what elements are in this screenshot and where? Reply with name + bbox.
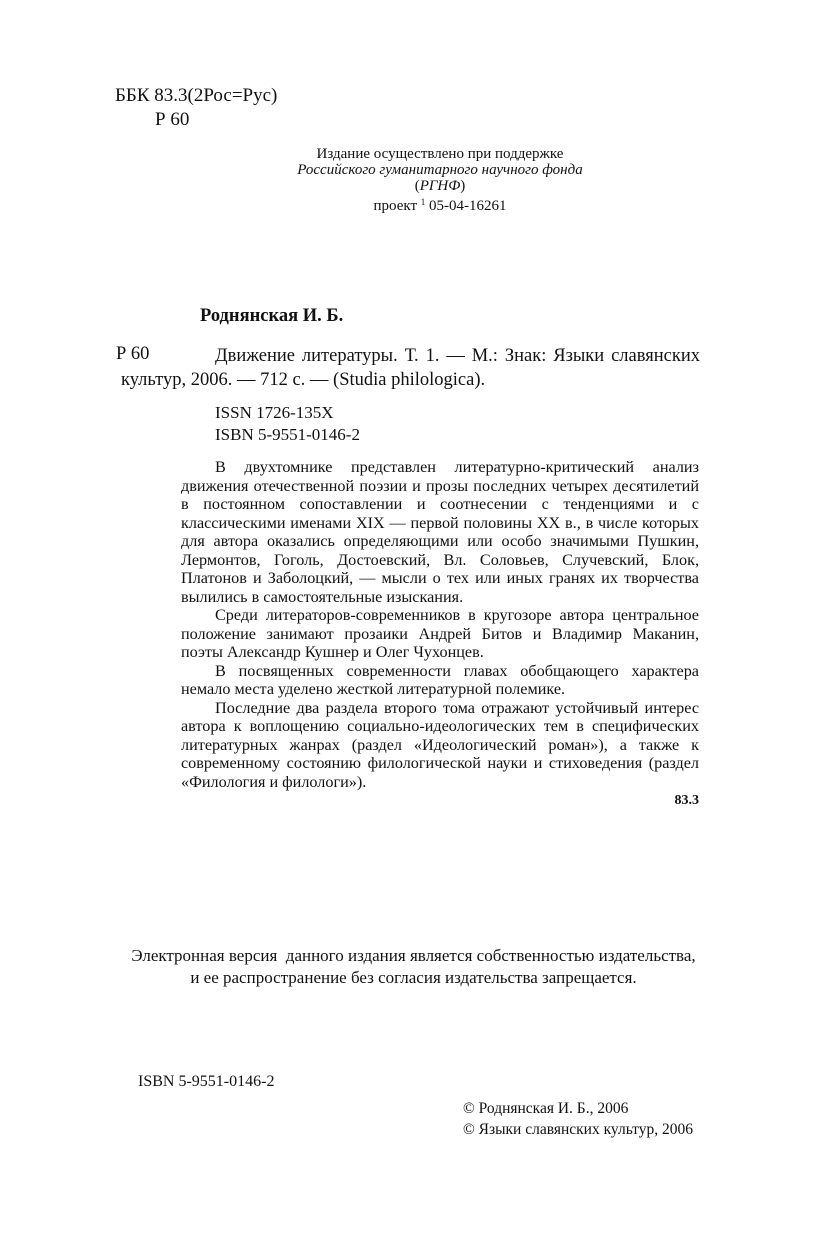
project-superscript: 1	[420, 197, 426, 207]
annotation-paragraph: В двухтомнике представлен литературно-критический анализ движения отечественной поэзии и прозы последних четырех десятилетий в постоянном сопоставлении и соотнесении с тенденциями и с классическими именами XIX — первой половины XX в., в числе которых для автора оказались определяющими или особо значимыми Пушкин, Лермонтов, Гоголь, Достоевский, Вл. Соловьев, Случевский, Блок, Платонов и Заболоцкий, — мысли о тех или иных гранях их творчества вылились в самостоятельные изыскания.	[181, 458, 699, 606]
project-number: 05-04-16261	[429, 198, 507, 214]
funding-note	[200, 146, 680, 214]
project-line	[200, 194, 680, 214]
bbk-index: 83.3	[674, 793, 699, 808]
isbn: ISBN 5-9551-0146-2	[215, 425, 360, 444]
author-mark: Р 60	[155, 109, 190, 130]
issn: ISSN 1726-135X	[215, 403, 334, 422]
foundation-name: Российского гуманитарного научного фонда	[297, 162, 583, 178]
foundation-abbr-line	[200, 178, 680, 194]
bibliographic-description: Движение литературы. Т. 1. — М.: Знак: Языки славянских культур, 2006. — 712 с. — (Studia philologica).	[121, 346, 700, 390]
paren-open: (	[414, 178, 420, 194]
foundation-abbr: РГНФ	[419, 178, 461, 194]
catalog-code: Р 60	[116, 344, 150, 364]
notice-line: Электронная версия данного издания является собственностью издательства,	[131, 946, 696, 965]
bbk-code: ББК 83.3(2Рос=Рус)	[115, 85, 278, 106]
notice-line: и ее распространение без согласия издательства запрещается.	[190, 968, 637, 987]
annotation-paragraph: В посвященных современности главах обобщающего характера немало места уделено жесткой литературной полемике.	[181, 661, 699, 698]
isbn-bottom: ISBN 5-9551-0146-2	[138, 1073, 275, 1090]
bbk-block	[115, 84, 277, 132]
annotation-paragraph: Среди литераторов-современников в кругозоре автора центральное положение занимают прозаики Андрей Битов и Владимир Маканин, поэты Александр Кушнер и Олег Чухонцев.	[181, 606, 699, 661]
copyright-author: © Роднянская И. Б., 2006	[463, 1100, 629, 1117]
identifiers	[215, 402, 360, 446]
annotation-paragraph: Последние два раздела второго тома отражают устойчивый интерес автора к воплощению социально-идеологических тем в специфических литературных жанрах (раздел «Идеологический роман»), а также к современному состоянию филологической науки и стиховедения (раздел «Филология и филологи»).	[181, 698, 699, 791]
ownership-notice	[70, 945, 757, 989]
copyright-publisher: © Языки славянских культур, 2006	[463, 1121, 694, 1138]
funding-line: Издание осуществлено при поддержке	[316, 146, 564, 162]
author-heading: Роднянская И. Б.	[200, 306, 344, 326]
copyright-block	[463, 1098, 693, 1140]
paren-close: )	[460, 178, 466, 194]
annotation	[181, 458, 699, 791]
project-label: проект	[373, 198, 417, 214]
